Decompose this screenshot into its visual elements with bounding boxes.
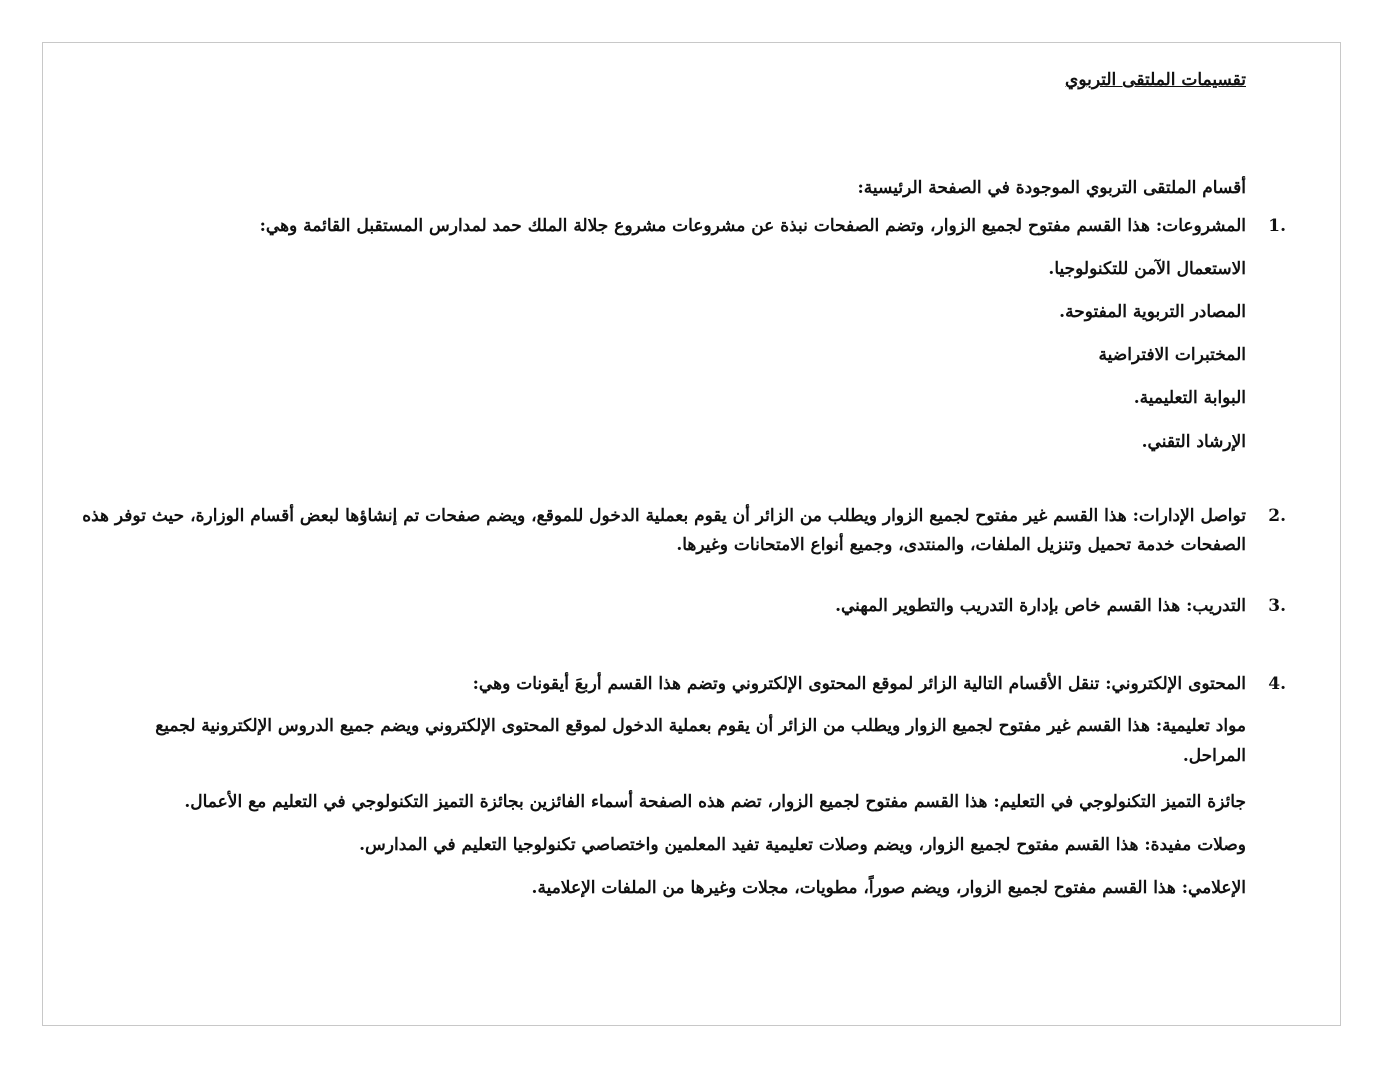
intro-text: أقسام الملتقى التربوي الموجودة في الصفحة الرئيسية: bbox=[857, 178, 1246, 198]
list-item-text: المحتوى الإلكتروني: تنقل الأقسام التالية الزائر لموقع المحتوى الإلكتروني وتضم هذا القسم أربعَ أيقونات وهي: bbox=[472, 674, 1246, 694]
sub-item: المختبرات الافتراضية bbox=[1098, 345, 1246, 365]
sub-item: المصادر التربوية المفتوحة. bbox=[1059, 302, 1246, 322]
list-item-4 bbox=[56, 670, 1286, 699]
sub-item: الاستعمال الآمن للتكنولوجيا. bbox=[1048, 259, 1246, 279]
list-number: 4. bbox=[1268, 674, 1286, 694]
list-item-text: التدريب: هذا القسم خاص بإدارة التدريب والتطوير المهني. bbox=[835, 596, 1246, 616]
list-number: 3. bbox=[1268, 596, 1286, 616]
sub-item: مواد تعليمية: هذا القسم غير مفتوح لجميع الزوار ويطلب من الزائر أن يقوم بعملية الدخول لموقع المحتوى الإلكتروني ويضم جميع الدروس الإلكترونية لجميع المراحل. bbox=[155, 716, 1246, 766]
sub-item: جائزة التميز التكنولوجي في التعليم: هذا القسم مفتوح لجميع الزوار، تضم هذه الصفحة أسماء الفائزين بجائزة التميز التكنولوجي في التعليم مع الأعمال. bbox=[184, 792, 1246, 812]
list-number: 2. bbox=[1268, 506, 1286, 526]
list-item-text: المشروعات: هذا القسم مفتوح لجميع الزوار، وتضم الصفحات نبذة عن مشروعات مشروع جلالة الملك حمد لمدارس المستقبل القائمة وهي: bbox=[259, 216, 1246, 236]
list-number: 1. bbox=[1268, 216, 1286, 236]
sub-item: البوابة التعليمية. bbox=[1133, 388, 1246, 408]
list-item-1 bbox=[56, 212, 1286, 241]
sub-item: الإعلامي: هذا القسم مفتوح لجميع الزوار، ويضم صوراً، مطويات، مجلات وغيرها من الملفات الإعلامية. bbox=[531, 878, 1246, 898]
sub-item: وصلات مفيدة: هذا القسم مفتوح لجميع الزوار، ويضم وصلات تعليمية تفيد المعلمين واختصاصي تكنولوجيا التعليم في المدارس. bbox=[359, 835, 1246, 855]
list-item-text: تواصل الإدارات: هذا القسم غير مفتوح لجميع الزوار ويطلب من الزائر أن يقوم بعملية الدخول للموقع، ويضم صفحات تم إنشاؤها لبعض أقسام الوزارة، حيث توفر هذه الصفحات خدمة تحميل وتنزيل الملفات، والمنتدى، وجميع أنواع الامتحانات وغيرها. bbox=[82, 506, 1246, 555]
list-item-3 bbox=[56, 592, 1286, 621]
list-item-2 bbox=[56, 502, 1286, 560]
document-title: تقسيمات الملتقى التربوي bbox=[1065, 70, 1246, 90]
sub-item: الإرشاد التقني. bbox=[1141, 432, 1246, 452]
